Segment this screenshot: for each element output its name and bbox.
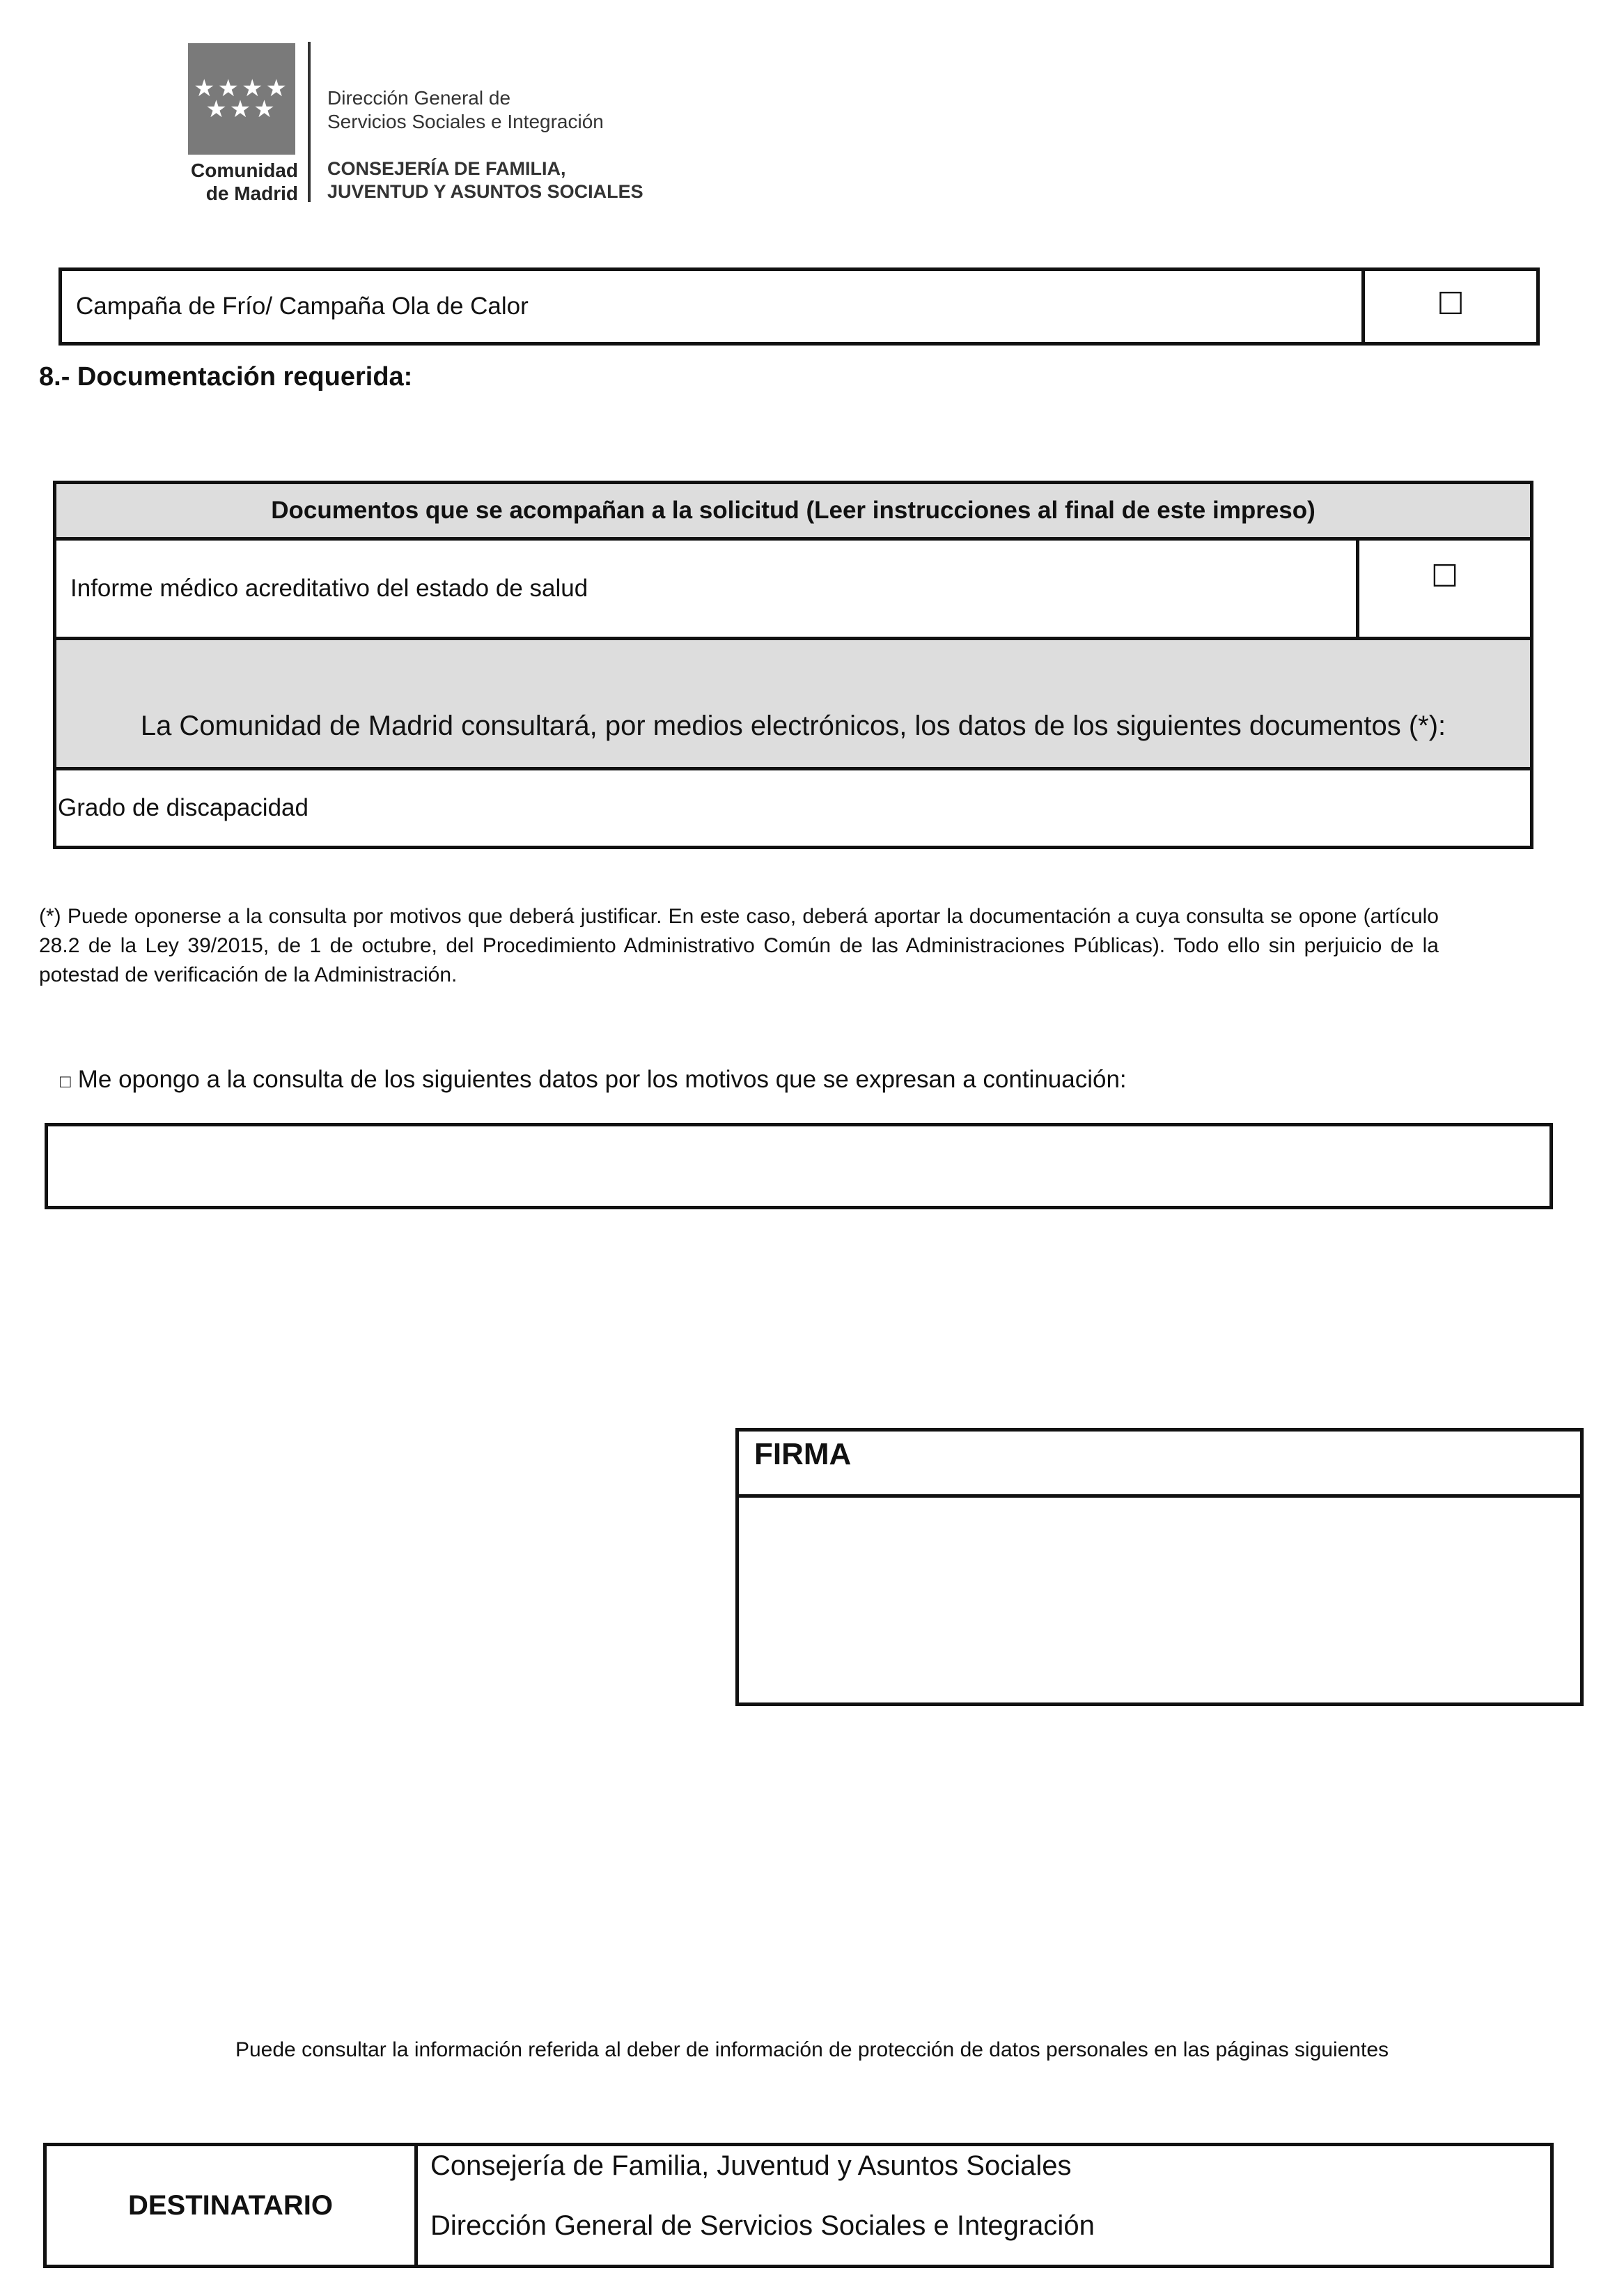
logo-text: Comunidad de Madrid bbox=[191, 160, 298, 204]
informe-label: Informe médico acreditativo del estado de salud bbox=[70, 575, 588, 602]
destinatario-line-1: Consejería de Familia, Juventud y Asuntos Sociales bbox=[430, 2150, 1072, 2181]
logo-divider bbox=[308, 42, 311, 202]
consulta-header-cell bbox=[53, 637, 1533, 770]
destinatario-label: DESTINATARIO bbox=[127, 2189, 334, 2221]
legal-note: (*) Puede oponerse a la consulta por motivos que deberá justificar. En este caso, deberá aportar la documentación a cuya consulta se opone (artículo 28.2 de la Ley 39/2015, de 1 de octubre, del Procedimiento Administrativo Común de las Administraciones Públicas). Todo ello sin perjuicio de la potestad de verificación de la Administración. bbox=[39, 905, 1439, 986]
campana-label: Campaña de Frío/ Campaña Ola de Calor bbox=[76, 293, 529, 320]
informe-label-cell bbox=[53, 537, 1359, 640]
destinatario-line-2: Dirección General de Servicios Sociales e Integración bbox=[430, 2210, 1095, 2241]
destinatario-label-cell bbox=[43, 2143, 418, 2268]
direccion-general: Dirección General de Servicios Sociales e Integración bbox=[327, 87, 604, 132]
opposition-checkbox[interactable]: □ bbox=[60, 1071, 71, 1092]
consulta-header: La Comunidad de Madrid consultará, por medios electrónicos, los datos de los siguientes documentos (*): bbox=[140, 711, 1446, 741]
firma-signature-area[interactable] bbox=[735, 1494, 1584, 1706]
opposition-label: Me opongo a la consulta de los siguientes datos por los motivos que se expresan a continuación: bbox=[77, 1066, 1127, 1093]
grado-label: Grado de discapacidad bbox=[58, 794, 309, 821]
motivos-input[interactable] bbox=[45, 1123, 1553, 1209]
data-protection-note: Puede consultar la información referida al deber de información de protección de datos personales en las páginas siguientes bbox=[235, 2038, 1389, 2061]
section-title: 8.- Documentación requerida: bbox=[39, 362, 413, 391]
destinatario-value-cell bbox=[414, 2143, 1554, 2268]
opposition-row bbox=[60, 1066, 1127, 1094]
comunidad-madrid-logo bbox=[188, 43, 295, 155]
firma-label: FIRMA bbox=[754, 1437, 852, 1471]
grado-cell bbox=[53, 767, 1533, 849]
informe-checkbox[interactable]: ☐ bbox=[1356, 537, 1533, 640]
firma-header-cell bbox=[735, 1428, 1584, 1498]
campana-checkbox[interactable]: ☐ bbox=[1361, 267, 1540, 346]
campana-label-cell bbox=[58, 267, 1365, 346]
stars-icon: ★★★★ ★★★ bbox=[194, 75, 290, 123]
docs-header: Documentos que se acompañan a la solicitud (Leer instrucciones al final de este impreso) bbox=[271, 497, 1315, 524]
consejeria: CONSEJERÍA DE FAMILIA, JUVENTUD Y ASUNTOS SOCIALES bbox=[327, 158, 643, 202]
docs-header-cell bbox=[53, 481, 1533, 541]
